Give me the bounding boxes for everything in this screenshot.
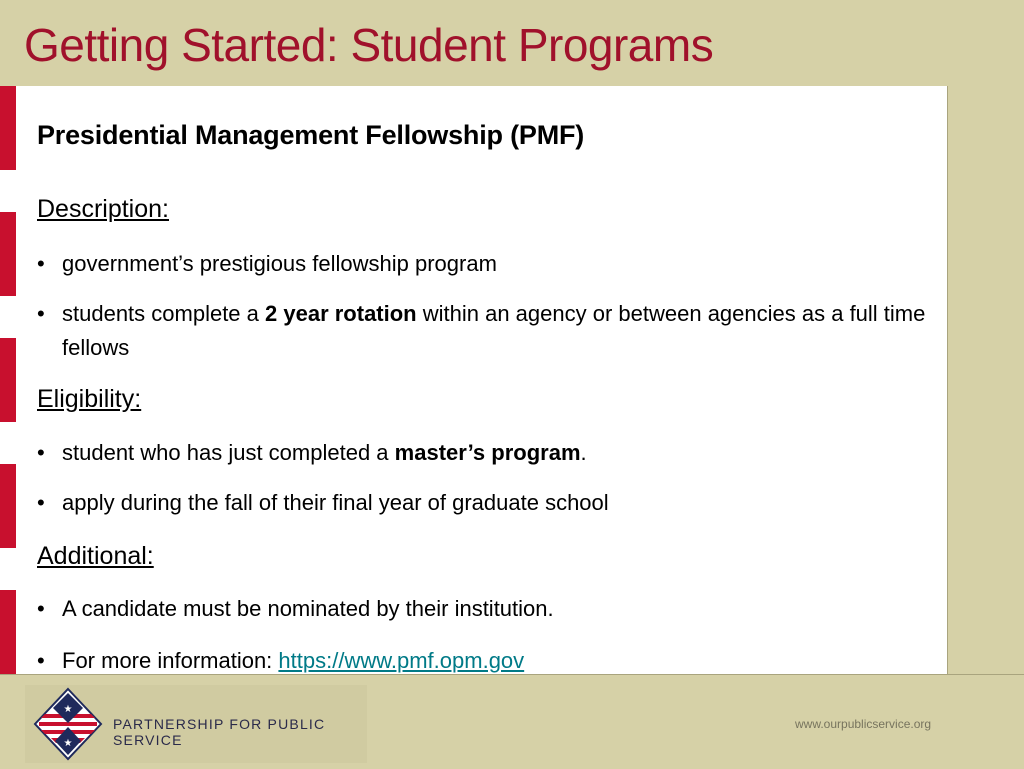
- left-stripe-decoration: [0, 86, 16, 674]
- eligibility-label: Eligibility:: [37, 385, 142, 413]
- bullet-marker: •: [37, 596, 45, 621]
- pmf-website-link[interactable]: https://www.pmf.opm.gov: [278, 648, 525, 673]
- bullet-text: [62, 436, 937, 470]
- program-heading: Presidential Management Fellowship (PMF): [37, 120, 585, 150]
- bullet-marker: •: [37, 251, 45, 276]
- bullet-marker: •: [37, 440, 45, 465]
- bullet-text: [62, 644, 937, 674]
- bullet-text-start: students complete a: [62, 301, 266, 326]
- footer-url: www.ourpublicservice.org: [795, 717, 932, 731]
- additional-label: Additional:: [37, 542, 154, 570]
- bullet-marker: •: [37, 648, 45, 673]
- description-label: Description:: [37, 195, 169, 223]
- title-bar: [0, 0, 1024, 87]
- svg-text:★: ★: [63, 738, 73, 749]
- partnership-logo-text: PARTNERSHIP FOR PUBLIC SERVICE: [113, 716, 326, 748]
- bullet-text: government’s prestigious fellowship program: [62, 251, 497, 276]
- bullet-marker: •: [37, 301, 45, 326]
- svg-text:★: ★: [63, 704, 73, 715]
- bullet-text-bold: 2 year rotation: [265, 301, 417, 326]
- description-bullet-2: [37, 297, 937, 365]
- partnership-star-flag-icon: [33, 687, 103, 761]
- eligibility-bullet-1: [37, 436, 937, 470]
- bullet-text-end: within an agency or between agencies as a full time fellows: [62, 301, 926, 360]
- partnership-logo: [25, 685, 367, 763]
- eligibility-bullet-2: [37, 486, 937, 520]
- bullet-text: [62, 297, 937, 365]
- additional-bullet-2: [37, 644, 937, 674]
- bullet-text-start: student who has just completed a: [62, 440, 395, 465]
- bullet-text: apply during the fall of their final year of graduate school: [62, 490, 609, 515]
- slide-title: Getting Started: Student Programs: [24, 19, 714, 71]
- right-side-panel: [947, 86, 1024, 674]
- bullet-text-bold: master’s program: [394, 440, 581, 465]
- bullet-text: A candidate must be nominated by their institution.: [62, 596, 554, 621]
- bullet-text-end: .: [580, 440, 587, 465]
- additional-bullet-1: [37, 592, 937, 626]
- bullet-text-start: For more information:: [62, 648, 279, 673]
- footer: [0, 674, 1024, 769]
- description-bullet-1: [37, 247, 937, 281]
- bullet-marker: •: [37, 490, 45, 515]
- slide-content: [16, 86, 947, 674]
